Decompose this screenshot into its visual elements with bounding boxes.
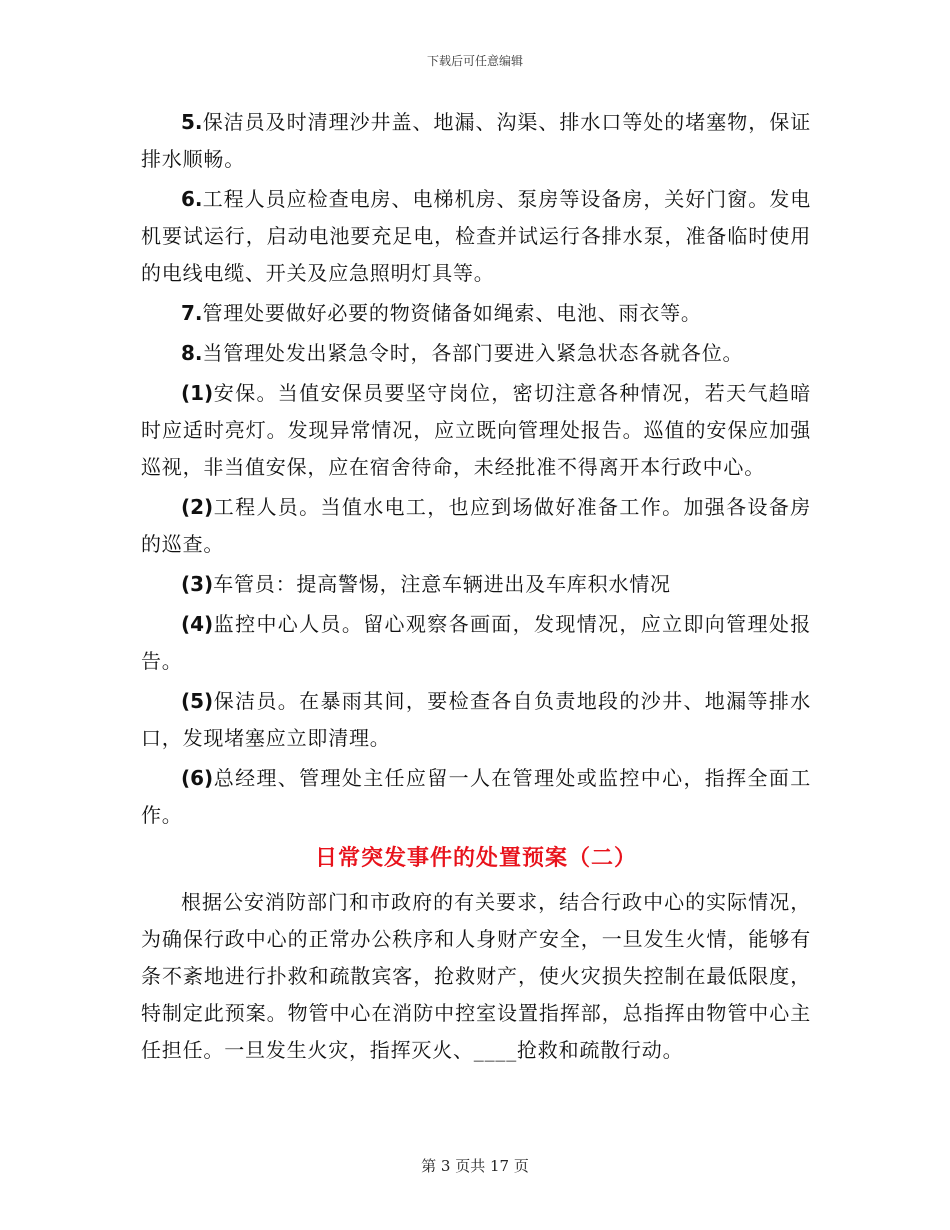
paragraph-text: 保洁员。在暴雨其间，要检查各自负责地段的沙井、地漏等排水口，发现堵塞应立即清理。 <box>141 689 811 750</box>
paragraph <box>141 489 811 563</box>
paragraph-number: (6) <box>181 766 214 790</box>
paragraph <box>141 104 811 178</box>
paragraph-number: 6. <box>181 187 203 211</box>
paragraph-text: 车管员：提高警惕，注意车辆进出及车库积水情况 <box>213 572 671 596</box>
paragraph-number: (1) <box>181 381 214 405</box>
paragraph <box>141 683 811 757</box>
paragraph-text: 安保。当值安保员要坚守岗位，密切注意各种情况，若天气趋暗时应适时亮灯。发现异常情况，应立既向管理处报告。巡值的安保应加强巡视，非当值安保，应在宿舍待命，未经批准不得离开本行政中心。 <box>141 381 811 479</box>
section-title: 日常突发事件的处置预案（二） <box>314 845 637 871</box>
paragraph <box>141 566 811 603</box>
paragraph-text: 监控中心人员。留心观察各画面，发现情况，应立即向管理处报告。 <box>141 612 811 673</box>
paragraph-number: 7. <box>181 301 203 325</box>
paragraph-text: 管理处要做好必要的物资储备如绳索、电池、雨衣等。 <box>202 301 702 325</box>
paragraph-number: 5. <box>181 110 203 134</box>
paragraph-text: 根据公安消防部门和市政府的有关要求，结合行政中心的实际情况，为确保行政中心的正常办公秩序和人身财产安全，一旦发生火情，能够有条不紊地进行扑救和疏散宾客，抢救财产，使火灾损失控制在最低限度，特制定此预案。物管中心在消防中控室设置指挥部，总指挥由物管中心主任担任。一旦发生火灾，指挥灭火、____抢救和疏散行动。 <box>141 890 811 1062</box>
paragraph-number: (4) <box>181 612 214 636</box>
paragraph-text: 工程人员。当值水电工，也应到场做好准备工作。加强各设备房的巡查。 <box>141 495 811 556</box>
paragraph-number: (2) <box>181 495 214 519</box>
paragraph <box>141 181 811 292</box>
paragraph <box>141 295 811 332</box>
paragraph <box>141 335 811 372</box>
paragraph-number: (5) <box>181 689 214 713</box>
paragraph-text: 保洁员及时清理沙井盖、地漏、沟渠、排水口等处的堵塞物，保证排水顺畅。 <box>141 110 811 171</box>
emergency-measures-list <box>141 104 811 834</box>
paragraph <box>141 760 811 834</box>
paragraph-text: 当管理处发出紧急令时，各部门要进入紧急状态各就各位。 <box>202 341 744 365</box>
paragraph <box>141 884 811 1069</box>
page-header: 下载后可任意编辑 <box>426 54 523 68</box>
paragraph-text: 工程人员应检查电房、电梯机房、泵房等设备房，关好门窗。发电机要试运行，启动电池要充足电，检查并试运行各排水泵，准备临时使用的电线电缆、开关及应急照明灯具等。 <box>141 187 811 285</box>
page-footer: 第 3 页共 17 页 <box>421 1157 529 1175</box>
section-body <box>141 884 811 1069</box>
paragraph <box>141 606 811 680</box>
paragraph <box>141 375 811 486</box>
paragraph-number: 8. <box>181 341 203 365</box>
paragraph-number: (3) <box>181 572 214 596</box>
document-body <box>141 104 811 1069</box>
paragraph-text: 总经理、管理处主任应留一人在管理处或监控中心，指挥全面工作。 <box>141 766 811 827</box>
